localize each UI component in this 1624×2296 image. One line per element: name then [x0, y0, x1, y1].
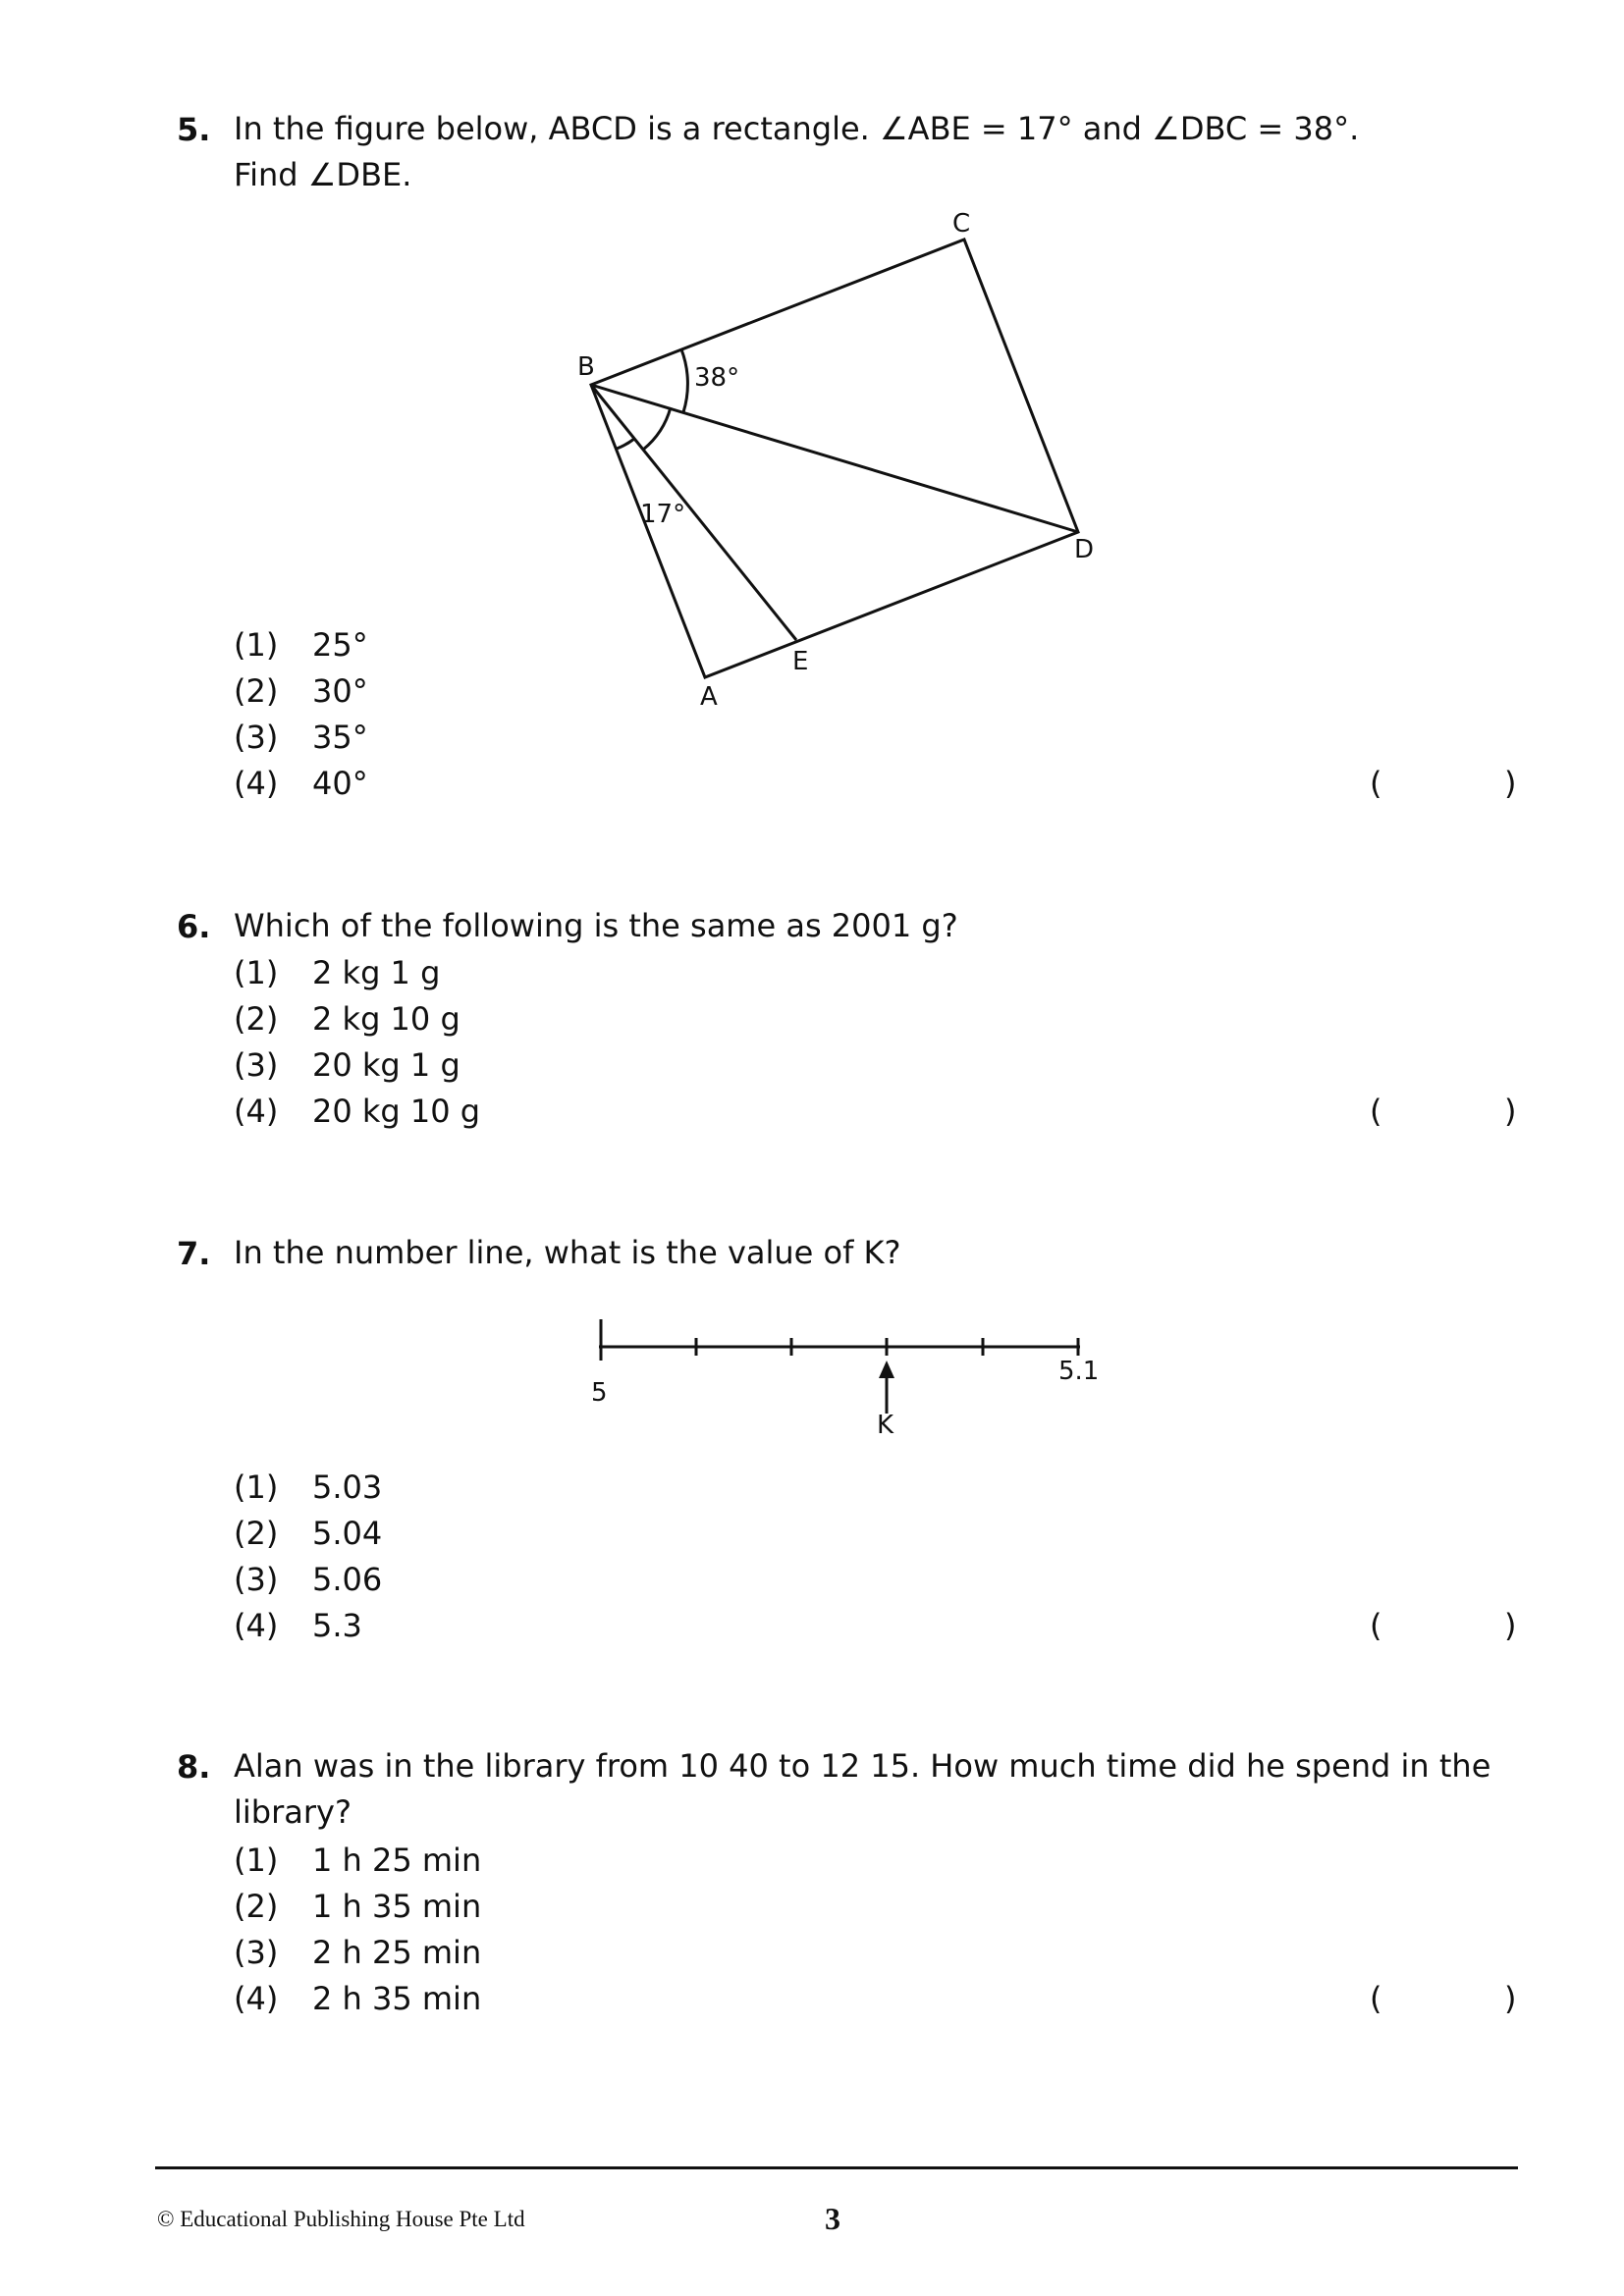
option-value: 25° [312, 626, 368, 664]
option-1[interactable] [234, 625, 368, 665]
angle-arc-dbe [643, 407, 671, 450]
option-tag: (2) [234, 1888, 279, 1925]
question-number: 5. [177, 111, 211, 148]
answer-bracket-open: ( [1370, 765, 1382, 802]
vertex-label-a: A [700, 682, 718, 712]
question-text-line: Find ∠DBE. [234, 156, 412, 193]
option-value: 2 h 35 min [312, 1980, 482, 2017]
footer-divider [155, 2166, 1518, 2169]
option-3[interactable] [234, 1933, 481, 1972]
option-tag: (4) [234, 765, 279, 802]
question-text: In the number line, what is the value of K? [234, 1234, 901, 1271]
option-tag: (1) [234, 1468, 279, 1506]
option-2[interactable] [234, 999, 460, 1039]
vertex-label-e: E [792, 647, 809, 676]
option-tag: (3) [234, 1046, 279, 1084]
option-value: 2 h 25 min [312, 1934, 482, 1971]
vertex-label-c: C [952, 209, 971, 239]
option-value: 40° [312, 765, 368, 802]
angle-label-abe: 17° [640, 500, 686, 529]
option-4[interactable] [234, 764, 368, 803]
vertex-label-d: D [1074, 535, 1095, 564]
question-number: 7. [177, 1235, 211, 1272]
line-be [591, 385, 796, 640]
option-tag: (4) [234, 1980, 279, 2017]
option-1[interactable] [234, 1841, 481, 1880]
answer-bracket-open: ( [1370, 1093, 1382, 1130]
option-value: 1 h 35 min [312, 1888, 482, 1925]
option-tag: (1) [234, 1842, 279, 1879]
angle-label-dbc: 38° [694, 363, 740, 393]
option-4[interactable] [234, 1979, 481, 2018]
answer-bracket-close: ) [1504, 1607, 1517, 1644]
option-value: 20 kg 1 g [312, 1046, 460, 1084]
option-tag: (3) [234, 719, 279, 756]
number-line-end-label: 5.1 [1058, 1357, 1100, 1386]
option-value: 5.04 [312, 1515, 383, 1552]
answer-bracket-close: ) [1504, 1093, 1517, 1130]
option-value: 5.03 [312, 1468, 383, 1506]
option-3[interactable] [234, 1560, 382, 1599]
option-3[interactable] [234, 718, 368, 757]
option-value: 5.3 [312, 1607, 362, 1644]
answer-bracket-open: ( [1370, 1980, 1382, 2017]
option-3[interactable] [234, 1045, 460, 1085]
option-tag: (2) [234, 1515, 279, 1552]
option-1[interactable] [234, 953, 440, 992]
option-value: 5.06 [312, 1561, 383, 1598]
option-tag: (3) [234, 1561, 279, 1598]
page-number: 3 [825, 2201, 840, 2236]
option-tag: (1) [234, 626, 279, 664]
option-4[interactable] [234, 1092, 480, 1131]
option-value: 35° [312, 719, 368, 756]
option-value: 2 kg 1 g [312, 954, 441, 991]
option-tag: (3) [234, 1934, 279, 1971]
marker-label-k: K [877, 1411, 894, 1440]
option-tag: (4) [234, 1093, 279, 1130]
answer-bracket-close: ) [1504, 1980, 1517, 2017]
vertex-label-b: B [577, 352, 595, 382]
option-value: 1 h 25 min [312, 1842, 482, 1879]
option-value: 30° [312, 672, 368, 710]
question-text-line: library? [234, 1793, 352, 1831]
arrow-up-icon [879, 1361, 894, 1378]
question-text: Which of the following is the same as 2001 g? [234, 907, 958, 944]
number-line-figure [0, 1296, 1624, 1463]
angle-arc-abe [617, 439, 634, 449]
option-tag: (2) [234, 1000, 279, 1038]
option-tag: (1) [234, 954, 279, 991]
option-2[interactable] [234, 1887, 481, 1926]
question-number: 8. [177, 1748, 211, 1786]
option-2[interactable] [234, 671, 368, 711]
copyright-notice: © Educational Publishing House Pte Ltd [157, 2207, 525, 2231]
option-value: 2 kg 10 g [312, 1000, 460, 1038]
question-text [234, 1743, 1510, 1836]
option-4[interactable] [234, 1606, 362, 1645]
option-value: 20 kg 10 g [312, 1093, 481, 1130]
option-1[interactable] [234, 1468, 382, 1507]
option-2[interactable] [234, 1514, 382, 1553]
option-tag: (2) [234, 672, 279, 710]
answer-bracket-close: ) [1504, 765, 1517, 802]
question-text-line: In the figure below, ABCD is a rectangle. ∠ABE = 17° and ∠DBC = 38°. [234, 110, 1360, 147]
question-number: 6. [177, 908, 211, 945]
number-line-start-label: 5 [591, 1378, 608, 1408]
option-tag: (4) [234, 1607, 279, 1644]
question-text-line: Alan was in the library from 10 40 to 12 15. How much time did he spend in the [234, 1747, 1491, 1785]
answer-bracket-open: ( [1370, 1607, 1382, 1644]
angle-arc-dbc [681, 349, 687, 412]
